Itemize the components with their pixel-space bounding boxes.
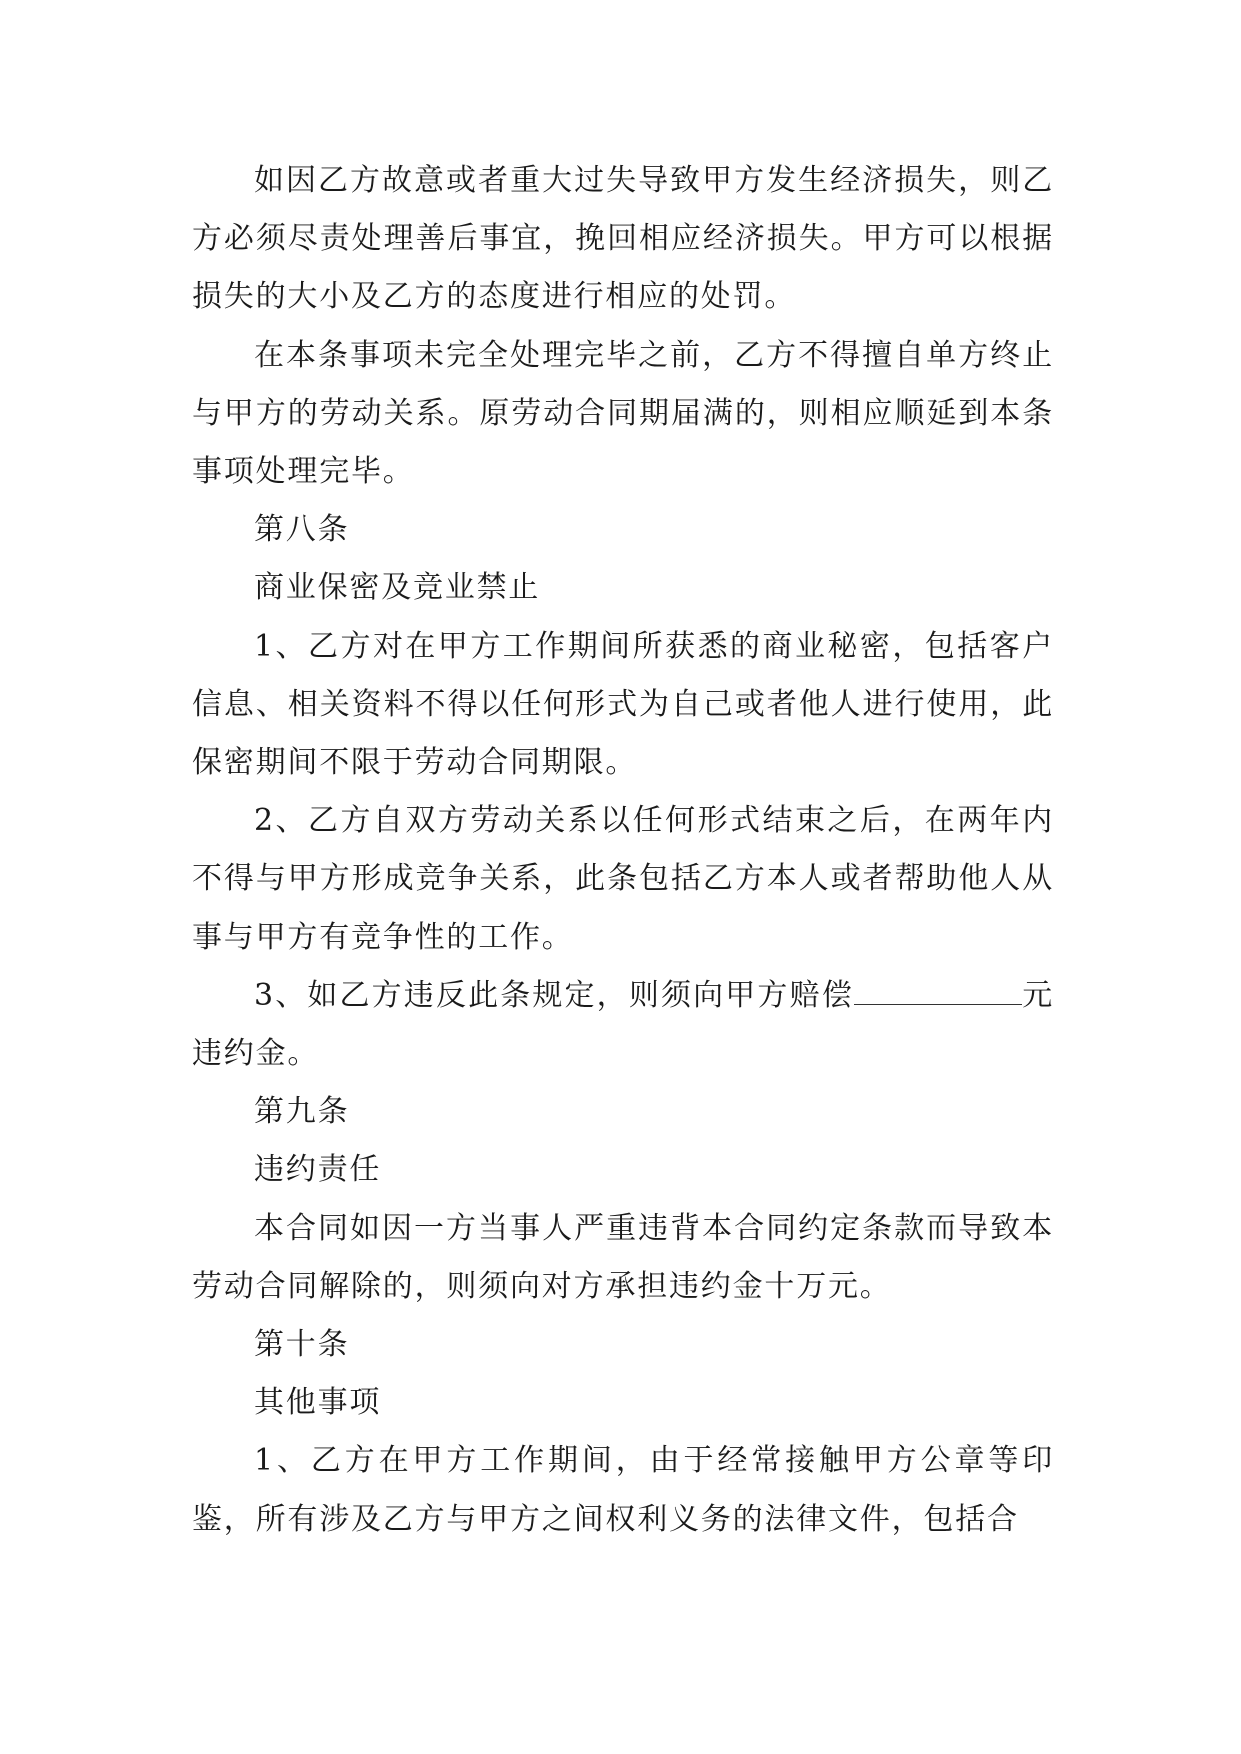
article-9-heading: 第九条 — [254, 1094, 350, 1130]
article-8-title: 商业保密及竞业禁止 — [254, 570, 541, 606]
amount-blank-line — [854, 978, 1022, 1005]
article-8-heading: 第八条 — [254, 512, 350, 548]
article-8-item-1: 1、乙方对在甲方工作期间所获悉的商业秘密，包括客户信息、相关资料不得以任何形式为自己或者他人进行使用，此保密期间不限于劳动合同期限。 — [192, 628, 1054, 781]
article-8-item-3-suffix: 元违约金。 — [192, 977, 1054, 1072]
document-page — [192, 152, 1054, 1549]
paragraph-loss-liability: 如因乙方故意或者重大过失导致甲方发生经济损失，则乙方必须尽责处理善后事宜，挽回相应经济损失。甲方可以根据损失的大小及乙方的态度进行相应的处罚。 — [192, 163, 1054, 315]
article-8-item-3 — [192, 967, 1054, 1083]
article-9-title: 违约责任 — [254, 1152, 382, 1188]
article-10-title: 其他事项 — [254, 1385, 382, 1421]
article-10-item-1: 1、乙方在甲方工作期间，由于经常接触甲方公章等印鉴，所有涉及乙方与甲方之间权利义务的法律文件，包括合 — [192, 1443, 1054, 1537]
article-8-item-2: 2、乙方自双方劳动关系以任何形式结束之后，在两年内不得与甲方形成竞争关系，此条包括乙方本人或者帮助他人从事与甲方有竞争性的工作。 — [192, 803, 1054, 955]
article-9-body: 本合同如因一方当事人严重违背本合同约定条款而导致本劳动合同解除的，则须向对方承担违约金十万元。 — [192, 1210, 1054, 1304]
paragraph-termination-restriction: 在本条事项未完全处理完毕之前，乙方不得擅自单方终止与甲方的劳动关系。原劳动合同期届满的，则相应顺延到本条事项处理完毕。 — [192, 337, 1054, 490]
article-8-item-3-prefix: 3、如乙方违反此条规定，则须向甲方赔偿 — [254, 977, 854, 1013]
article-10-heading: 第十条 — [254, 1327, 350, 1363]
